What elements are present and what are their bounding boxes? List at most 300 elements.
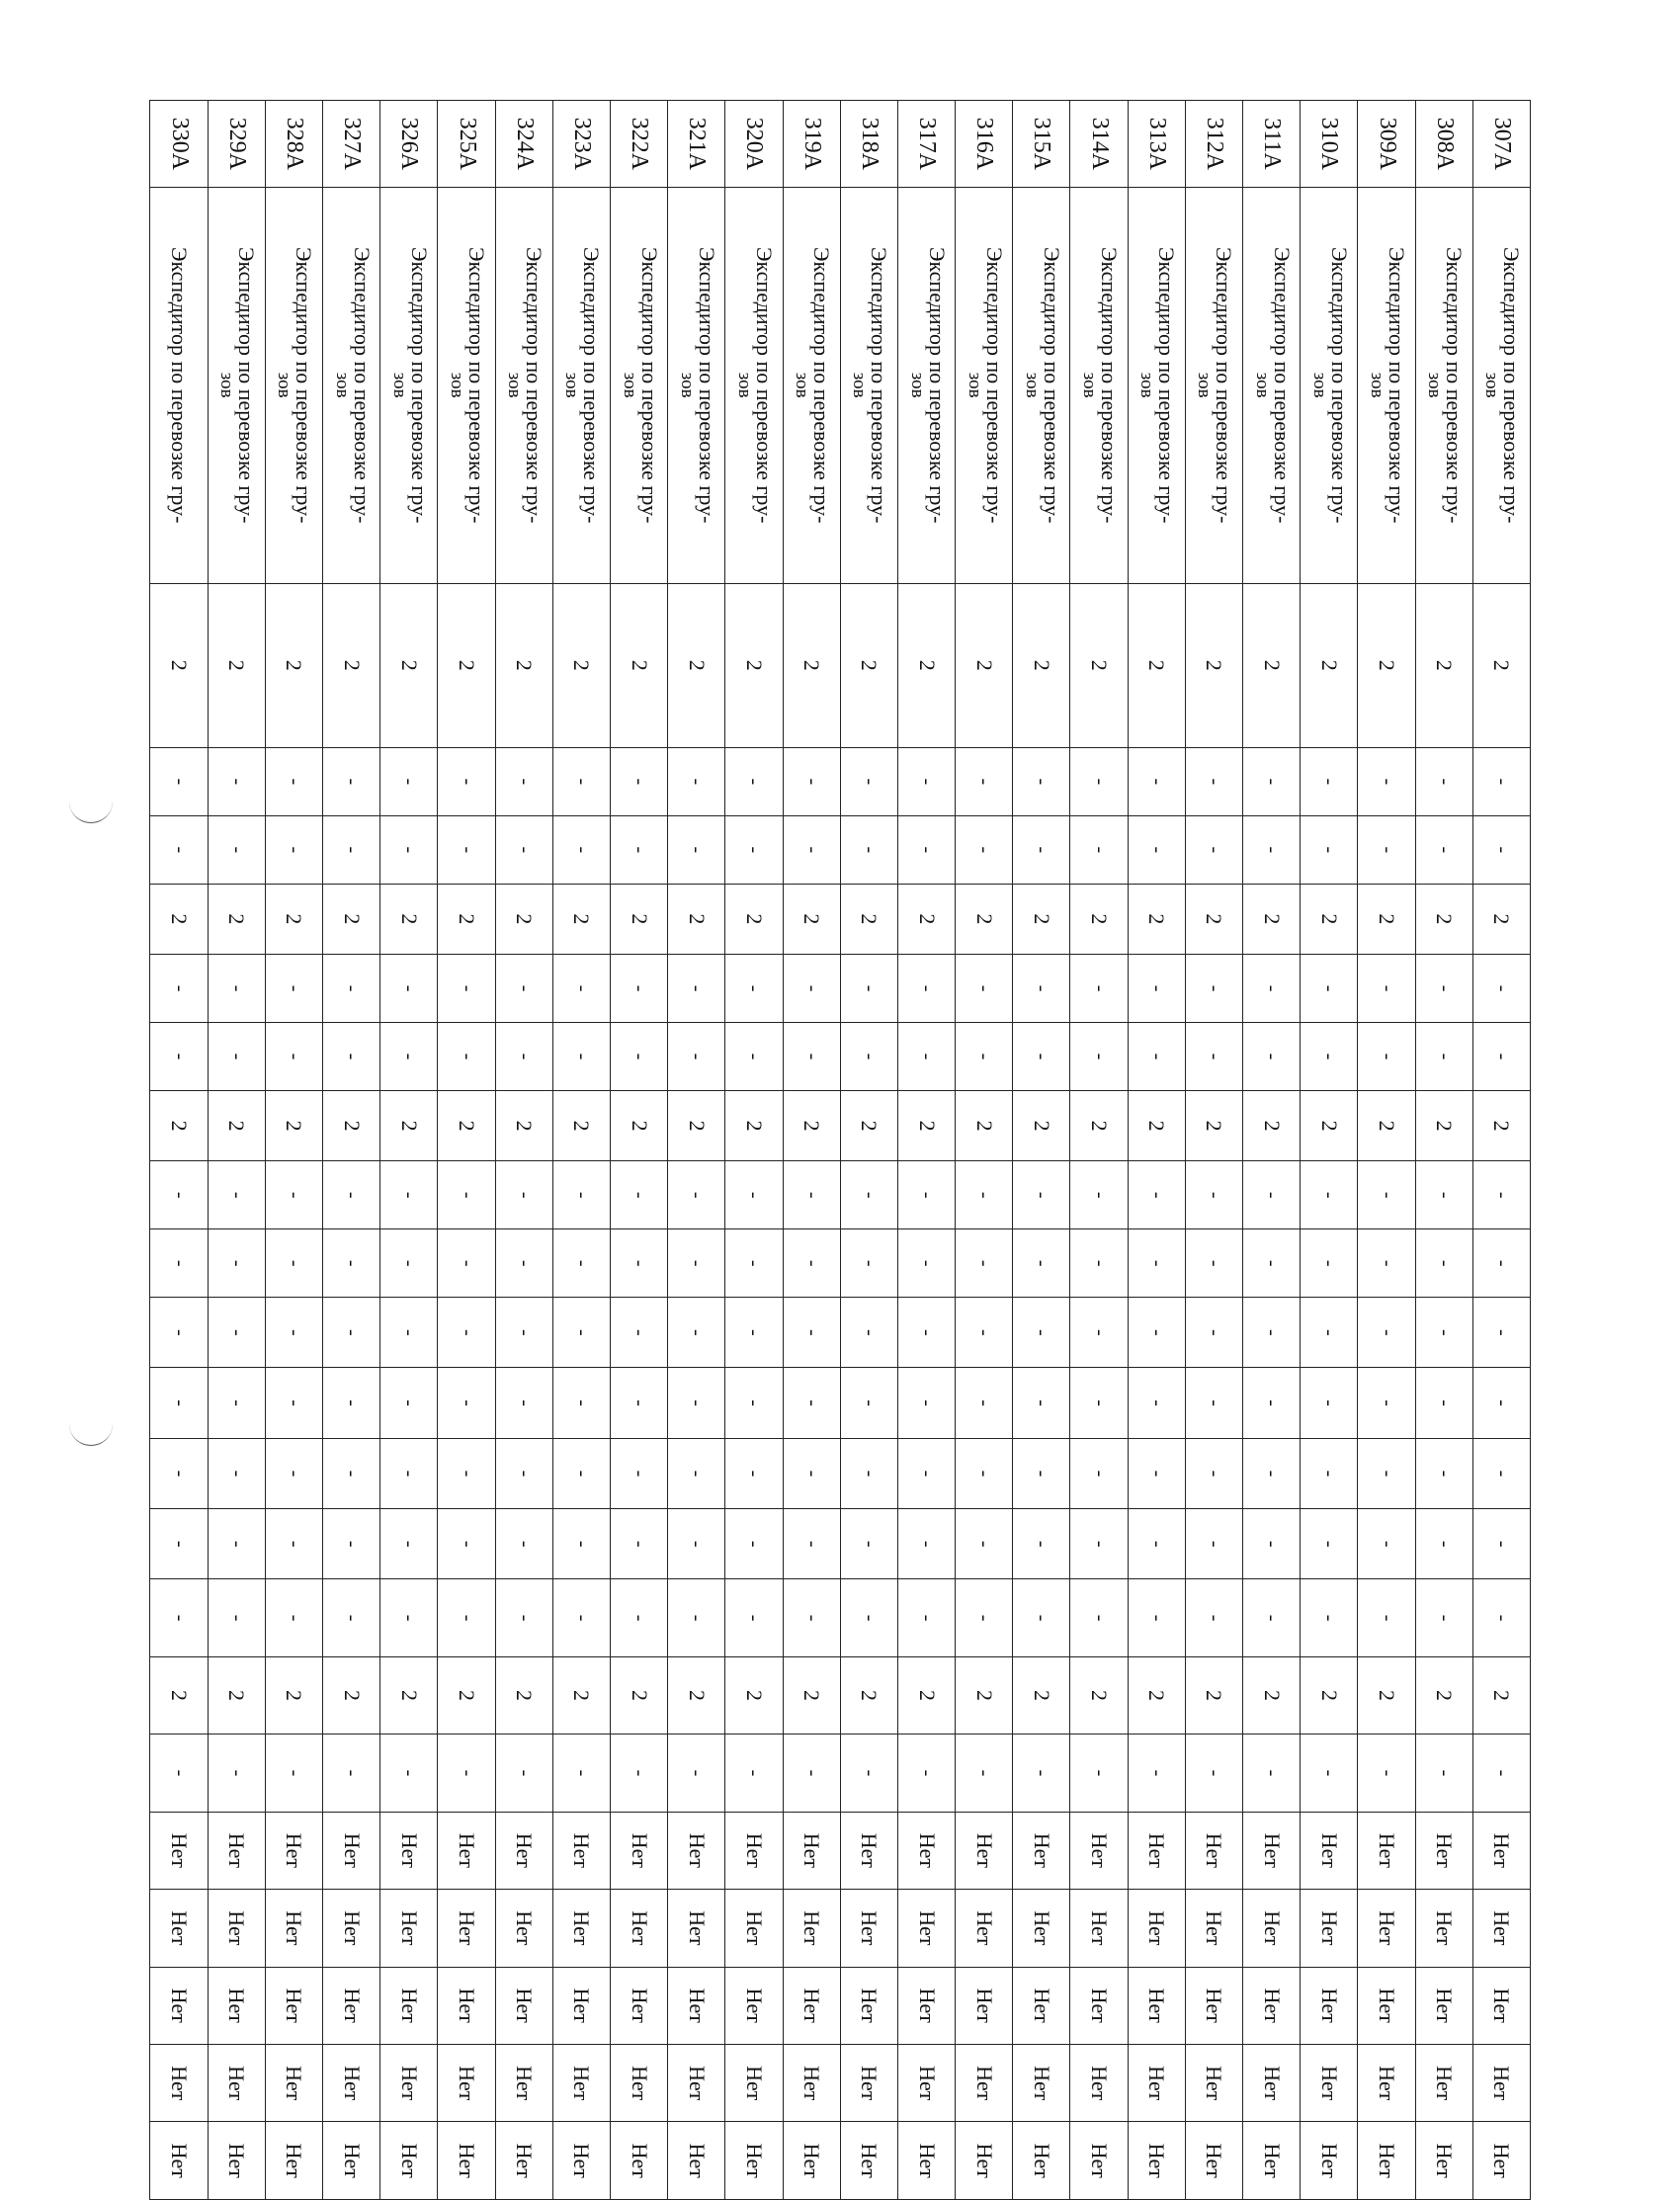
table-cell: Нет — [1128, 2045, 1185, 2122]
table-cell: 2 — [725, 1090, 783, 1160]
table-cell: - — [611, 955, 668, 1023]
table-cell: Нет — [438, 1967, 495, 2044]
table-cell: Нет — [1013, 2045, 1070, 2122]
table-cell: 2 — [668, 1090, 725, 1160]
table-cell: - — [552, 1509, 610, 1579]
table-cell: - — [840, 1438, 897, 1508]
table-cell: - — [956, 1298, 1013, 1368]
table-cell: - — [1070, 747, 1128, 815]
table-cell: - — [150, 1438, 208, 1508]
table-cell: Нет — [1358, 2045, 1415, 2122]
table-cell: - — [840, 747, 897, 815]
table-cell: - — [323, 1438, 380, 1508]
table-cell: - — [1472, 1368, 1530, 1438]
table-cell: - — [956, 1229, 1013, 1298]
table-cell: - — [1128, 815, 1185, 884]
table-cell: - — [265, 1368, 322, 1438]
table-cell: - — [897, 1509, 955, 1579]
table-cell: - — [783, 1579, 840, 1656]
table-cell: - — [1358, 1161, 1415, 1229]
table-cell: - — [1013, 815, 1070, 884]
table-cell: Нет — [1185, 1812, 1242, 1889]
table-cell: - — [1472, 1509, 1530, 1579]
table-cell: - — [1358, 1438, 1415, 1508]
table-cell: Нет — [840, 1890, 897, 1967]
table-cell: - — [208, 1735, 265, 1812]
workplace-code-cell: 327А — [323, 101, 380, 188]
table-cell: - — [1415, 815, 1472, 884]
table-cell: 2 — [380, 1656, 438, 1734]
position-title-line1: Экспедитор по перевозке гру- — [924, 247, 950, 524]
table-cell: Нет — [668, 1967, 725, 2044]
table-cell: Нет — [1415, 1890, 1472, 1967]
table-cell: Нет — [265, 1890, 322, 1967]
table-cell: - — [1185, 1229, 1242, 1298]
table-cell: - — [840, 1023, 897, 1091]
table-cell: Нет — [552, 2122, 610, 2200]
table-cell: 2 — [1243, 1090, 1301, 1160]
table-cell: 2 — [1472, 583, 1530, 747]
workplace-code-cell: 318А — [840, 101, 897, 188]
table-cell: - — [1301, 955, 1358, 1023]
table-cell: - — [897, 747, 955, 815]
table-cell: - — [725, 1368, 783, 1438]
table-cell: - — [783, 1023, 840, 1091]
position-title-line2: зов — [964, 372, 985, 398]
table-cell: Нет — [438, 2045, 495, 2122]
table-cell: 2 — [265, 583, 322, 747]
table-cell: 2 — [1128, 1090, 1185, 1160]
position-title-line2: зов — [504, 372, 526, 398]
table-cell: - — [495, 747, 552, 815]
table-cell: - — [725, 815, 783, 884]
workplace-code-cell: 308А — [1415, 101, 1472, 188]
table-cell: - — [552, 1298, 610, 1368]
table-cell: - — [668, 1735, 725, 1812]
position-title-line1: Экспедитор по перевозке гру- — [522, 247, 547, 524]
table-cell: - — [783, 955, 840, 1023]
table-cell: - — [611, 1161, 668, 1229]
table-cell: Нет — [380, 2122, 438, 2200]
table-cell: - — [783, 747, 840, 815]
table-cell: - — [1301, 1229, 1358, 1298]
table-cell: Нет — [208, 2045, 265, 2122]
table-cell: - — [323, 1735, 380, 1812]
position-title-line1: Экспедитор по перевозке гру- — [234, 247, 260, 524]
table-cell: 2 — [956, 884, 1013, 954]
table-cell: Нет — [323, 1967, 380, 2044]
table-cell: Нет — [552, 1967, 610, 2044]
position-title-line2: зов — [733, 372, 755, 398]
workplace-code-cell: 321А — [668, 101, 725, 188]
position-title-line1: Экспедитор по перевозке гру- — [167, 247, 193, 524]
table-cell: - — [956, 1509, 1013, 1579]
table-cell: - — [1243, 1368, 1301, 1438]
position-title-line1: Экспедитор по перевозке гру- — [1039, 247, 1064, 524]
table-cell: - — [208, 747, 265, 815]
position-title-line1: Экспедитор по перевозке гру- — [1326, 247, 1352, 524]
table-cell: - — [495, 1298, 552, 1368]
workplace-code-cell: 312А — [1185, 101, 1242, 188]
table-cell: - — [380, 1229, 438, 1298]
table-row — [1013, 101, 1070, 2200]
table-cell: - — [611, 1735, 668, 1812]
table-cell: - — [380, 1368, 438, 1438]
table-cell: - — [208, 815, 265, 884]
table-cell: Нет — [552, 1890, 610, 1967]
table-cell: - — [725, 1509, 783, 1579]
table-cell: Нет — [725, 2045, 783, 2122]
workplace-code-cell: 317А — [897, 101, 955, 188]
table-cell: - — [438, 1229, 495, 1298]
workplace-code-cell: 311А — [1243, 101, 1301, 188]
table-cell: 2 — [897, 1656, 955, 1734]
table-cell: Нет — [725, 2122, 783, 2200]
table-cell: - — [1128, 1023, 1185, 1091]
table-cell: - — [725, 1229, 783, 1298]
table-cell: - — [783, 1438, 840, 1508]
table-cell: Нет — [611, 2045, 668, 2122]
table-cell: Нет — [1013, 1812, 1070, 1889]
table-cell: 2 — [323, 1090, 380, 1160]
table-cell: - — [1185, 747, 1242, 815]
table-cell: 2 — [1415, 1090, 1472, 1160]
table-cell: - — [552, 1368, 610, 1438]
table-cell: Нет — [1128, 2122, 1185, 2200]
position-title-line2: зов — [1308, 372, 1330, 398]
table-cell: - — [840, 1735, 897, 1812]
table-cell: Нет — [725, 1812, 783, 1889]
table-cell: - — [1013, 1579, 1070, 1656]
position-title-line2: зов — [1367, 372, 1388, 398]
table-cell: - — [611, 1579, 668, 1656]
position-title-cell — [783, 187, 840, 583]
table-cell: - — [1358, 1229, 1415, 1298]
table-cell: - — [323, 1579, 380, 1656]
table-cell: - — [1128, 747, 1185, 815]
table-cell: Нет — [1185, 2045, 1242, 2122]
position-title-line2: зов — [1136, 372, 1158, 398]
table-cell: Нет — [1070, 1890, 1128, 1967]
table-cell: Нет — [1070, 2045, 1128, 2122]
table-cell: - — [495, 1735, 552, 1812]
table-cell: - — [725, 747, 783, 815]
position-title-line1: Экспедитор по перевозке гру- — [1385, 247, 1410, 524]
table-cell: 2 — [265, 1656, 322, 1734]
table-cell: Нет — [438, 1812, 495, 1889]
table-cell: - — [265, 1579, 322, 1656]
table-cell: - — [323, 955, 380, 1023]
table-cell: Нет — [783, 1890, 840, 1967]
table-cell: - — [1243, 955, 1301, 1023]
table-cell: Нет — [1472, 1890, 1530, 1967]
table-cell: Нет — [1243, 2045, 1301, 2122]
table-cell: Нет — [265, 1812, 322, 1889]
table-cell: 2 — [897, 583, 955, 747]
position-title-line2: зов — [331, 372, 353, 398]
table-row — [323, 101, 380, 2200]
table-cell: - — [495, 815, 552, 884]
table-cell: Нет — [840, 2122, 897, 2200]
workplace-code-cell: 307А — [1472, 101, 1530, 188]
table-cell: - — [1358, 747, 1415, 815]
table-cell: 2 — [668, 884, 725, 954]
table-cell: Нет — [380, 1890, 438, 1967]
table-cell: - — [840, 1509, 897, 1579]
table-cell: 2 — [495, 1090, 552, 1160]
table-cell: - — [1472, 815, 1530, 884]
table-cell: - — [1415, 1229, 1472, 1298]
table-cell: Нет — [1415, 2122, 1472, 2200]
table-cell: 2 — [840, 884, 897, 954]
table-row — [897, 101, 955, 2200]
table-cell: - — [1243, 1509, 1301, 1579]
table-cell: - — [265, 955, 322, 1023]
table-cell: - — [897, 1579, 955, 1656]
table-cell: Нет — [495, 2122, 552, 2200]
workplace-code-cell: 313А — [1128, 101, 1185, 188]
position-title-cell — [1301, 187, 1358, 583]
table-cell: - — [840, 1579, 897, 1656]
table-cell: - — [1301, 815, 1358, 884]
table-cell: - — [668, 1229, 725, 1298]
table-cell: - — [1013, 1023, 1070, 1091]
table-cell: - — [208, 1229, 265, 1298]
table-row — [265, 101, 322, 2200]
position-title-line1: Экспедитор по перевозке гру- — [981, 247, 1007, 524]
table-row — [495, 101, 552, 2200]
table-cell: 2 — [495, 884, 552, 954]
table-cell: 2 — [840, 1656, 897, 1734]
table-cell: - — [438, 955, 495, 1023]
table-cell: - — [1472, 1298, 1530, 1368]
table-cell: 2 — [956, 583, 1013, 747]
table-cell: Нет — [265, 2045, 322, 2122]
table-cell: - — [611, 1509, 668, 1579]
table-cell: Нет — [323, 2122, 380, 2200]
table-cell: 2 — [611, 1090, 668, 1160]
table-cell: Нет — [1415, 1812, 1472, 1889]
table-cell: Нет — [1472, 1967, 1530, 2044]
table-cell: - — [1415, 1735, 1472, 1812]
table-cell: Нет — [1358, 1890, 1415, 1967]
table-row — [380, 101, 438, 2200]
table-cell: 2 — [1301, 583, 1358, 747]
workplace-code-cell: 325А — [438, 101, 495, 188]
position-title-cell — [380, 187, 438, 583]
table-cell: Нет — [552, 2045, 610, 2122]
table-cell: - — [380, 1161, 438, 1229]
table-cell: - — [1013, 955, 1070, 1023]
table-cell: - — [725, 1298, 783, 1368]
position-title-cell — [840, 187, 897, 583]
table-row — [1185, 101, 1242, 2200]
table-cell: - — [438, 1161, 495, 1229]
position-title-cell — [265, 187, 322, 583]
table-cell: - — [438, 1023, 495, 1091]
table-cell: - — [1472, 1579, 1530, 1656]
table-cell: Нет — [380, 2045, 438, 2122]
table-cell: - — [380, 815, 438, 884]
table-cell: 2 — [1128, 884, 1185, 954]
table-cell: - — [840, 1229, 897, 1298]
workplace-code-cell: 324А — [495, 101, 552, 188]
table-cell: Нет — [956, 2045, 1013, 2122]
table-cell: 2 — [783, 1090, 840, 1160]
table-cell: Нет — [1415, 2045, 1472, 2122]
table-cell: Нет — [1128, 1812, 1185, 1889]
table-cell: - — [668, 1298, 725, 1368]
table-cell: - — [1128, 1368, 1185, 1438]
table-cell: 2 — [552, 1090, 610, 1160]
table-cell: - — [495, 1438, 552, 1508]
table-cell: - — [208, 1368, 265, 1438]
table-cell: 2 — [150, 583, 208, 747]
table-row — [1301, 101, 1358, 2200]
table-cell: Нет — [783, 2122, 840, 2200]
table-cell: Нет — [1243, 1967, 1301, 2044]
table-cell: Нет — [1358, 2122, 1415, 2200]
table-cell: - — [956, 1368, 1013, 1438]
table-cell: 2 — [208, 884, 265, 954]
table-cell: 2 — [1472, 884, 1530, 954]
table-cell: - — [1070, 1735, 1128, 1812]
workplace-code-cell: 326А — [380, 101, 438, 188]
table-cell: 2 — [1070, 1090, 1128, 1160]
table-cell: - — [1070, 1298, 1128, 1368]
table-cell: 2 — [1070, 1656, 1128, 1734]
table-cell: Нет — [380, 1812, 438, 1889]
position-title-cell — [1013, 187, 1070, 583]
position-title-cell — [552, 187, 610, 583]
table-cell: 2 — [783, 1656, 840, 1734]
position-title-cell — [1128, 187, 1185, 583]
table-cell: Нет — [1243, 1812, 1301, 1889]
table-cell: Нет — [840, 1812, 897, 1889]
table-row — [611, 101, 668, 2200]
table-cell: - — [1358, 1509, 1415, 1579]
table-cell: - — [1185, 1579, 1242, 1656]
table-cell: Нет — [783, 1967, 840, 2044]
position-title-cell — [495, 187, 552, 583]
table-cell: 2 — [956, 1656, 1013, 1734]
table-cell: - — [208, 1509, 265, 1579]
table-cell: - — [897, 955, 955, 1023]
position-title-line2: зов — [849, 372, 871, 398]
table-cell: - — [323, 1509, 380, 1579]
table-cell: Нет — [956, 1967, 1013, 2044]
table-cell: Нет — [1013, 1967, 1070, 2044]
table-cell: - — [1472, 1438, 1530, 1508]
table-cell: Нет — [208, 1812, 265, 1889]
table-cell: - — [783, 1161, 840, 1229]
table-cell: - — [1415, 1298, 1472, 1368]
table-cell: 2 — [380, 884, 438, 954]
table-cell: - — [783, 1509, 840, 1579]
position-title-line2: зов — [676, 372, 698, 398]
table-cell: - — [380, 1509, 438, 1579]
table-cell: - — [1415, 1438, 1472, 1508]
table-cell: - — [668, 1161, 725, 1229]
position-title-line1: Экспедитор по перевозке гру- — [1097, 247, 1123, 524]
table-cell: - — [668, 1509, 725, 1579]
table-cell: - — [1185, 1023, 1242, 1091]
position-title-line2: зов — [1481, 372, 1503, 398]
table-cell: Нет — [897, 1812, 955, 1889]
table-cell: - — [438, 815, 495, 884]
position-title-line1: Экспедитор по перевозке гру- — [809, 247, 835, 524]
table-cell: - — [1301, 1298, 1358, 1368]
table-cell: 2 — [1243, 884, 1301, 954]
table-cell: Нет — [1415, 1967, 1472, 2044]
workplace-assessment-table — [150, 100, 1532, 2200]
table-cell: - — [1185, 1161, 1242, 1229]
table-cell: 2 — [552, 583, 610, 747]
table-cell: - — [150, 1023, 208, 1091]
table-cell: 2 — [725, 884, 783, 954]
table-cell: Нет — [611, 2122, 668, 2200]
position-title-line1: Экспедитор по перевозке гру- — [1442, 247, 1468, 524]
table-cell: - — [150, 1161, 208, 1229]
table-cell: - — [208, 1579, 265, 1656]
table-cell: 2 — [1358, 1656, 1415, 1734]
position-title-line1: Экспедитор по перевозке гру- — [1269, 247, 1295, 524]
table-cell: Нет — [956, 1812, 1013, 1889]
position-title-cell — [1415, 187, 1472, 583]
table-cell: - — [1415, 955, 1472, 1023]
table-cell: Нет — [438, 2122, 495, 2200]
table-cell: - — [1415, 747, 1472, 815]
table-cell: - — [150, 1368, 208, 1438]
position-title-cell — [208, 187, 265, 583]
table-cell: - — [1301, 1161, 1358, 1229]
table-cell: - — [1472, 1023, 1530, 1091]
table-cell: 2 — [1128, 583, 1185, 747]
table-cell: - — [208, 955, 265, 1023]
table-cell: 2 — [208, 1656, 265, 1734]
table-cell: Нет — [1358, 1812, 1415, 1889]
table-cell: - — [956, 1161, 1013, 1229]
table-cell: 2 — [897, 1090, 955, 1160]
position-title-cell — [611, 187, 668, 583]
table-cell: - — [265, 1509, 322, 1579]
table-cell: - — [1358, 1735, 1415, 1812]
table-cell: - — [1358, 1579, 1415, 1656]
table-cell: - — [1070, 815, 1128, 884]
table-cell: - — [1070, 1229, 1128, 1298]
table-cell: 2 — [150, 1656, 208, 1734]
position-title-line1: Экспедитор по перевозке гру- — [694, 247, 719, 524]
table-cell: - — [611, 815, 668, 884]
position-title-line2: зов — [792, 372, 813, 398]
table-cell: Нет — [208, 1890, 265, 1967]
table-cell: 2 — [265, 1090, 322, 1160]
table-cell: 2 — [1185, 1090, 1242, 1160]
table-cell: - — [897, 1229, 955, 1298]
table-cell: Нет — [265, 2122, 322, 2200]
table-cell: Нет — [552, 1812, 610, 1889]
table-cell: 2 — [208, 583, 265, 747]
table-cell: - — [265, 1298, 322, 1368]
table-cell: - — [1185, 1438, 1242, 1508]
table-cell: 2 — [897, 884, 955, 954]
table-cell: - — [150, 747, 208, 815]
table-cell: - — [668, 1579, 725, 1656]
table-cell: - — [1301, 1438, 1358, 1508]
table-cell: - — [552, 1438, 610, 1508]
position-title-cell — [1070, 187, 1128, 583]
table-cell: Нет — [1185, 1967, 1242, 2044]
